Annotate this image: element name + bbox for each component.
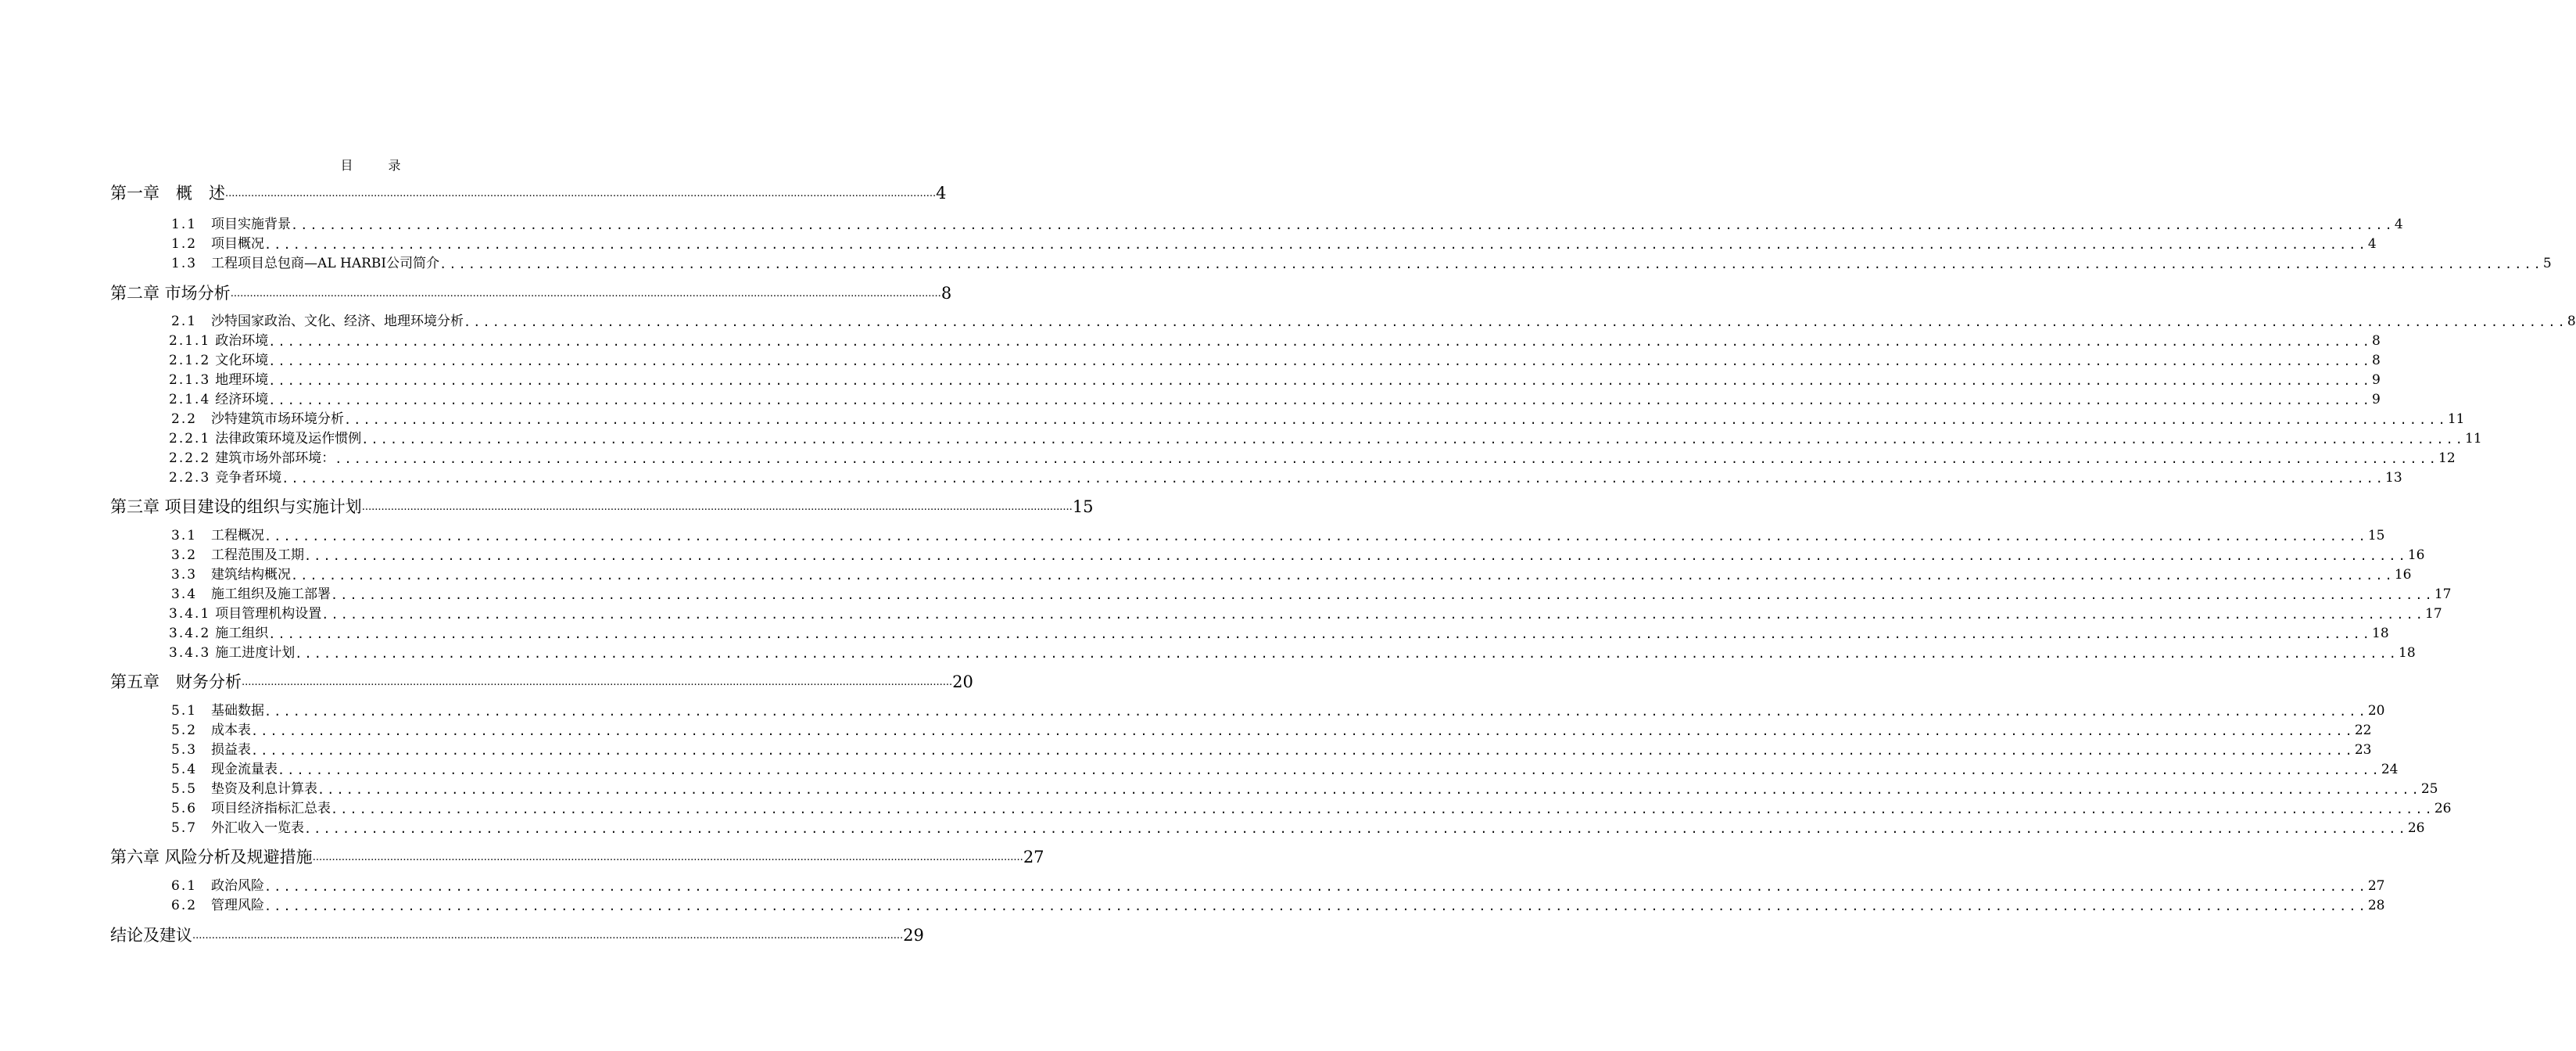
- toc-section-entry: [171, 411, 2465, 428]
- dot-leader: ............................................................................................................................................................................................................................: [268, 374, 2373, 388]
- toc-entry-label: 施工进度计划: [215, 645, 296, 661]
- toc-section-entry: [171, 566, 2412, 583]
- toc-entry-label: 项目概况: [211, 236, 265, 252]
- dot-leader: ............................................................................................................................................................................................................................: [268, 393, 2373, 407]
- toc-page-number: 11: [2447, 411, 2465, 427]
- toc-page-number: 20: [952, 673, 973, 691]
- toc-page-number: 4: [2367, 236, 2377, 252]
- toc-entry-number: 3.3: [171, 567, 198, 583]
- toc-entry-number: 5.6: [171, 801, 198, 816]
- dot-leader: ............................................................................................................................................................................................................................: [291, 569, 2395, 583]
- dot-leader: ............................................................................................................................................................................................................................: [242, 676, 953, 688]
- dot-leader: ............................................................................................................................................................................................................................: [268, 335, 2373, 349]
- toc-page-number: 8: [940, 284, 952, 303]
- toc-page-number: 23: [2354, 742, 2372, 758]
- toc-entry-number: 2.1.2: [169, 353, 211, 368]
- toc-page-number: 18: [2399, 645, 2416, 661]
- dot-leader: ............................................................................................................................................................................................................................: [317, 783, 2421, 797]
- dot-leader: ............................................................................................................................................................................................................................: [464, 315, 2567, 329]
- toc-entry-number: 2.2.3: [169, 470, 211, 486]
- toc-entry-label: 经济环境: [215, 392, 269, 407]
- toc-entry-label: 施工组织及施工部署: [211, 586, 331, 602]
- toc-page-number: 26: [2407, 820, 2425, 836]
- dot-leader: ............................................................................................................................................................................................................................: [264, 238, 2368, 252]
- toc-section-entry: [171, 741, 2372, 759]
- toc-section-entry: [171, 897, 2385, 914]
- toc-entry-label: 项目经济指标汇总表: [211, 801, 331, 816]
- toc-entry-number: 2.2.2: [169, 450, 211, 466]
- toc-chapter-entry: [110, 925, 924, 945]
- dot-leader: ............................................................................................................................................................................................................................: [278, 763, 2381, 777]
- toc-entry-label: 建筑结构概况: [211, 567, 292, 583]
- toc-entry-number: 5.4: [171, 762, 198, 777]
- toc-page-number: 17: [2425, 606, 2442, 622]
- dot-leader: ............................................................................................................................................................................................................................: [268, 627, 2373, 641]
- toc-page-number: 24: [2381, 762, 2399, 777]
- toc-entry-number: 3.4.1: [169, 606, 211, 622]
- toc-entry-label: 文化环境: [215, 353, 269, 368]
- toc-entry-number: 2.1.3: [169, 372, 211, 388]
- toc-page-number: 15: [2367, 528, 2385, 543]
- toc-subsection-entry: [169, 450, 2456, 467]
- toc-page-number: 18: [2372, 626, 2389, 641]
- toc-page-number: 17: [2434, 586, 2452, 602]
- toc-page-number: 16: [2407, 547, 2425, 563]
- toc-section-entry: [171, 235, 2377, 253]
- toc-page-number: 8: [2372, 353, 2381, 368]
- toc-entry-label: 第一章 概 述: [110, 184, 225, 203]
- dot-leader: ............................................................................................................................................................................................................................: [361, 501, 1073, 513]
- toc-page-number: 29: [903, 926, 924, 945]
- toc-entry-label: 第五章 财务分析: [110, 673, 242, 691]
- toc-entry-number: 1.1: [171, 217, 198, 232]
- toc-section-entry: [171, 313, 2576, 330]
- toc-page-number: 22: [2354, 723, 2372, 738]
- toc-entry-label: 第六章 风险分析及规避措施: [110, 848, 313, 866]
- toc-section-entry: [171, 800, 2452, 817]
- toc-entry-number: 5.5: [171, 781, 198, 797]
- dot-leader: ............................................................................................................................................................................................................................: [264, 880, 2368, 894]
- toc-page-number: 9: [2372, 372, 2381, 388]
- toc-entry-label: 沙特建筑市场环境分析: [211, 411, 345, 427]
- toc-entry-number: 3.4: [171, 586, 198, 602]
- toc-page-number: 5: [2542, 256, 2552, 271]
- toc-page-number: 27: [1023, 848, 1044, 866]
- toc-entry-label: 结论及建议: [110, 926, 192, 945]
- dot-leader: ............................................................................................................................................................................................................................: [439, 257, 2543, 271]
- toc-entry-label: 成本表: [211, 723, 252, 738]
- dot-leader: ............................................................................................................................................................................................................................: [335, 452, 2439, 466]
- toc-subsection-entry: [169, 352, 2381, 369]
- toc-entry-label: 地理环境: [215, 372, 269, 388]
- toc-entry-label: 工程项目总包商—AL HARBI公司简介: [211, 256, 440, 271]
- toc-entry-number: 1.3: [171, 256, 198, 271]
- toc-entry-label: 第二章 市场分析: [110, 284, 231, 303]
- toc-section-entry: [171, 527, 2385, 544]
- toc-subsection-entry: [169, 605, 2442, 622]
- toc-page-number: 11: [2465, 431, 2482, 447]
- toc-entry-label: 施工组织: [215, 626, 269, 641]
- toc-title: 目 录: [340, 158, 417, 173]
- toc-entry-number: 5.3: [171, 742, 198, 758]
- toc-entry-label: 建筑市场外部环境：: [215, 450, 335, 466]
- toc-page-number: 4: [2394, 217, 2403, 232]
- dot-leader: ............................................................................................................................................................................................................................: [291, 218, 2395, 232]
- toc-entry-number: 6.1: [171, 878, 198, 894]
- toc-section-entry: [171, 702, 2385, 719]
- toc-page-number: 25: [2420, 781, 2438, 797]
- dot-leader: ............................................................................................................................................................................................................................: [281, 472, 2386, 486]
- toc-section-entry: [171, 255, 2552, 272]
- toc-entry-number: 2.1: [171, 314, 198, 329]
- dot-leader: ............................................................................................................................................................................................................................: [251, 724, 2355, 738]
- dot-leader: ............................................................................................................................................................................................................................: [304, 549, 2408, 563]
- toc-entry-number: 2.2.1: [169, 431, 211, 447]
- toc-entry-label: 垫资及利息计算表: [211, 781, 318, 797]
- toc-entry-label: 项目管理机构设置: [215, 606, 322, 622]
- dot-leader: ............................................................................................................................................................................................................................: [344, 413, 2448, 427]
- toc-subsection-entry: [169, 625, 2389, 642]
- toc-entry-number: 3.2: [171, 547, 198, 563]
- dot-leader: ............................................................................................................................................................................................................................: [304, 822, 2408, 836]
- toc-entry-number: 6.2: [171, 898, 198, 913]
- dot-leader: ............................................................................................................................................................................................................................: [331, 802, 2434, 816]
- toc-entry-number: 1.2: [171, 236, 198, 252]
- toc-page-number: 28: [2367, 898, 2385, 913]
- toc-entry-label: 法律政策环境及运作惯例: [215, 431, 362, 447]
- toc-chapter-entry: [110, 497, 1094, 517]
- toc-page-number: 13: [2385, 470, 2402, 486]
- toc-subsection-entry: [169, 469, 2402, 486]
- toc-page-number: 27: [2367, 878, 2385, 894]
- toc-entry-label: 基础数据: [211, 703, 265, 719]
- toc-page-number: 8: [2567, 314, 2576, 329]
- dot-leader: ............................................................................................................................................................................................................................: [192, 930, 904, 942]
- dot-leader: ............................................................................................................................................................................................................................: [331, 588, 2434, 602]
- toc-entry-number: 3.4.3: [169, 645, 211, 661]
- toc-entry-number: 2.1.4: [169, 392, 211, 407]
- toc-entry-label: 政治风险: [211, 878, 265, 894]
- toc-entry-label: 外汇收入一览表: [211, 820, 305, 836]
- toc-entry-label: 政治环境: [215, 333, 269, 349]
- dot-leader: ............................................................................................................................................................................................................................: [264, 529, 2368, 543]
- dot-leader: ............................................................................................................................................................................................................................: [225, 188, 937, 199]
- toc-page-number: 9: [2372, 392, 2381, 407]
- toc-subsection-entry: [169, 391, 2381, 408]
- toc-chapter-entry: [110, 283, 952, 303]
- toc-subsection-entry: [169, 332, 2381, 350]
- toc-entry-number: 5.1: [171, 703, 198, 719]
- toc-section-entry: [171, 780, 2438, 798]
- dot-leader: ............................................................................................................................................................................................................................: [264, 705, 2368, 719]
- dot-leader: ............................................................................................................................................................................................................................: [361, 432, 2466, 447]
- toc-page-number: 16: [2394, 567, 2412, 583]
- toc-section-entry: [171, 820, 2425, 837]
- toc-entry-number: 5.7: [171, 820, 198, 836]
- toc-entry-number: 2.2: [171, 411, 198, 427]
- toc-subsection-entry: [169, 371, 2381, 389]
- toc-page-number: 20: [2367, 703, 2385, 719]
- dot-leader: ............................................................................................................................................................................................................................: [295, 647, 2399, 661]
- toc-page-number: 4: [936, 184, 947, 203]
- dot-leader: ............................................................................................................................................................................................................................: [321, 608, 2426, 622]
- toc-page-number: 15: [1072, 497, 1094, 516]
- toc-entry-label: 损益表: [211, 742, 252, 758]
- toc-entry-number: 2.1.1: [169, 333, 211, 349]
- toc-entry-label: 工程范围及工期: [211, 547, 305, 563]
- toc-entry-label: 管理风险: [211, 898, 265, 913]
- toc-page-number: 12: [2438, 450, 2456, 466]
- toc-entry-label: 现金流量表: [211, 762, 278, 777]
- dot-leader: ............................................................................................................................................................................................................................: [251, 744, 2355, 758]
- dot-leader: ............................................................................................................................................................................................................................: [264, 899, 2368, 913]
- dot-leader: ............................................................................................................................................................................................................................: [312, 852, 1023, 863]
- toc-entry-label: 工程概况: [211, 528, 265, 543]
- toc-subsection-entry: [169, 644, 2416, 662]
- dot-leader: ............................................................................................................................................................................................................................: [268, 354, 2373, 368]
- toc-section-entry: [171, 547, 2425, 564]
- toc-entry-label: 沙特国家政治、文化、经济、地理环境分析: [211, 314, 464, 329]
- toc-entry-label: 竞争者环境: [215, 470, 282, 486]
- toc-entry-number: 3.1: [171, 528, 198, 543]
- toc-page-number: 26: [2434, 801, 2452, 816]
- toc-subsection-entry: [169, 430, 2482, 447]
- toc-page-number: 8: [2372, 333, 2381, 349]
- toc-chapter-entry: [110, 847, 1044, 867]
- dot-leader: ............................................................................................................................................................................................................................: [230, 288, 941, 300]
- toc-section-entry: [171, 877, 2385, 895]
- toc-section-entry: [171, 761, 2399, 778]
- toc-entry-label: 项目实施背景: [211, 217, 292, 232]
- toc-chapter-entry: [110, 183, 947, 203]
- toc-entry-number: 5.2: [171, 723, 198, 738]
- toc-section-entry: [171, 586, 2452, 603]
- toc-section-entry: [171, 722, 2372, 739]
- toc-entry-label: 第三章 项目建设的组织与实施计划: [110, 497, 362, 516]
- toc-section-entry: [171, 216, 2403, 233]
- toc-entry-number: 3.4.2: [169, 626, 211, 641]
- toc-chapter-entry: [110, 672, 973, 692]
